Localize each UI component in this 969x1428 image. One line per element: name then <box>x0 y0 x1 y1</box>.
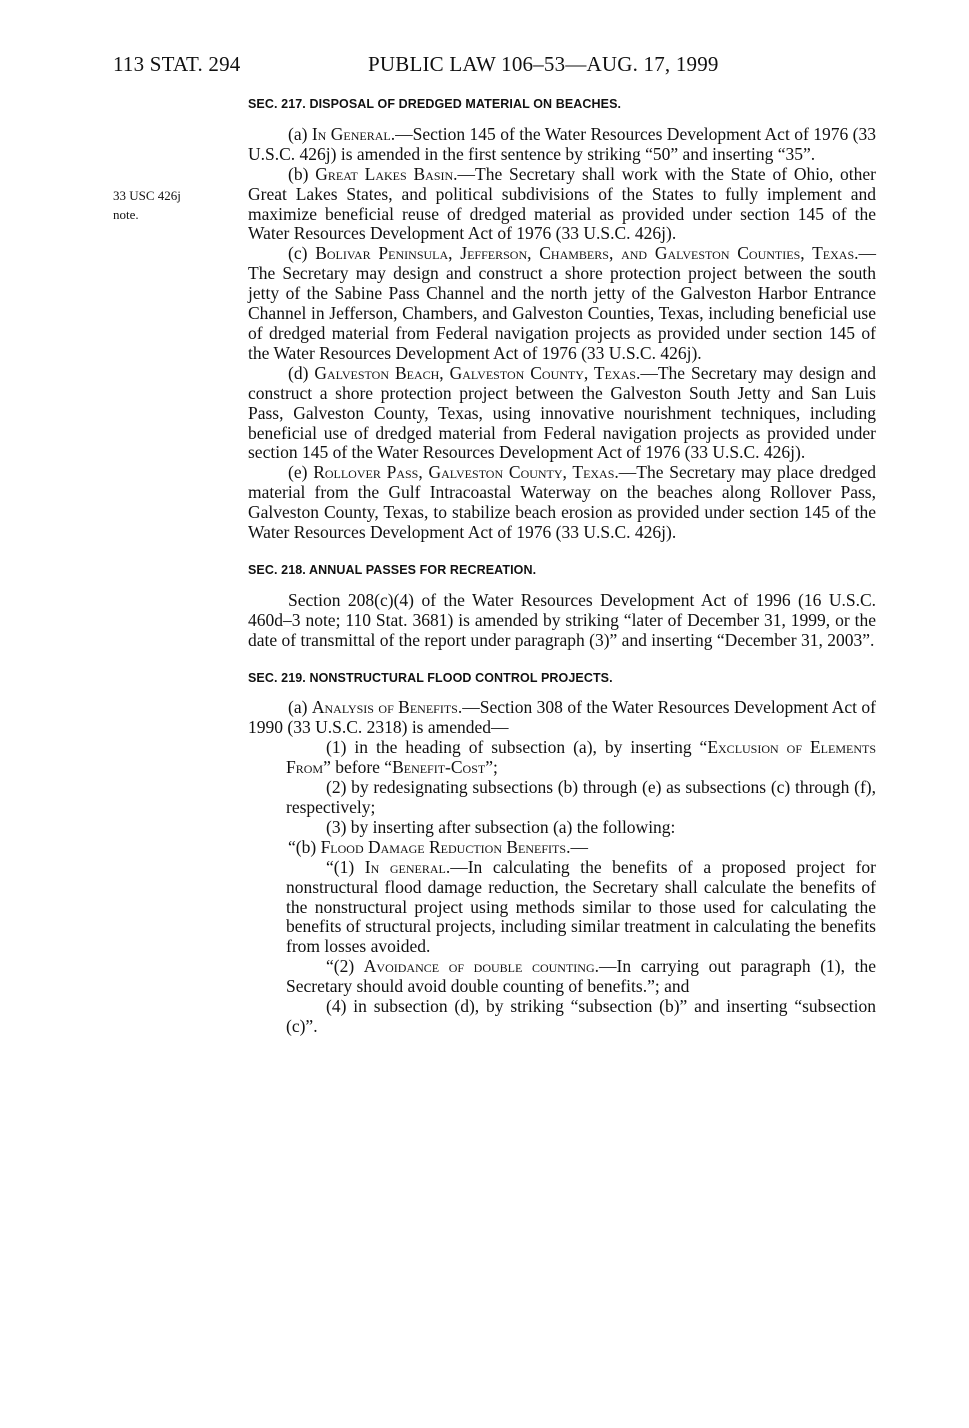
section-heading-219: SEC. 219. NONSTRUCTURAL FLOOD CONTROL PROJECTS. <box>248 670 613 685</box>
subsection-219-a: (a) Analysis of Benefits.—Section 308 of the Water Resources Development Act of 1990 (33 U.S.C. 2318) is amended— <box>248 697 876 738</box>
subsection-217-e: (e) Rollover Pass, Galveston County, Texas.—The Secretary may place dredged material from the Gulf Intracoastal Waterway on the beaches along Rollover Pass, Galveston County, Texas, to stabilize beach erosion as provided under section 145 of the Water Resources Development Act of 1976 (33 U.S.C. 426j). <box>248 462 876 543</box>
amendment-item-1: (1) in the heading of subsection (a), by inserting “Exclusion of Elements From” before “Benefit-Cost”; <box>286 737 876 778</box>
quoted-subsection-b: “(b) Flood Damage Reduction Benefits.— <box>288 836 588 857</box>
subsection-217-d: (d) Galveston Beach, Galveston County, Texas.—The Secretary may design and construct a shore protection project between the Galveston South Jetty and San Luis Pass, Galveston County, Texas, using innovative nourishment techniques, including beneficial use of dredged material from Federal navigation projects as provided under section 145 of the Water Resources Development Act of 1976 (33 U.S.C. 426j). <box>248 362 876 463</box>
statute-page-number: 113 STAT. 294 <box>113 52 241 76</box>
subsection-caption: Rollover Pass, Galveston County, Texas <box>313 462 615 483</box>
public-law-title: PUBLIC LAW 106–53—AUG. 17, 1999 <box>368 52 719 76</box>
margin-note-label: note. <box>113 207 139 222</box>
section-heading-217: SEC. 217. DISPOSAL OF DREDGED MATERIAL ON BEACHES. <box>248 97 622 111</box>
subsection-caption: Great Lakes Basin <box>315 163 454 184</box>
subsection-caption: Bolivar Peninsula, Jefferson, Chambers, and Galveston Counties, Texas <box>315 243 855 264</box>
amendment-item-3: (3) by inserting after subsection (a) the following: <box>326 816 676 837</box>
section-heading-218: SEC. 218. ANNUAL PASSES FOR RECREATION. <box>248 562 537 577</box>
margin-note <box>113 186 233 224</box>
law-text-body <box>248 95 876 1037</box>
running-header <box>0 52 969 82</box>
subsection-caption: Analysis of Benefits <box>311 697 458 718</box>
subsection-caption: Galveston Beach, Galveston County, Texas <box>314 362 636 383</box>
margin-note-citation: 33 USC 426j <box>113 188 181 203</box>
amendment-item-2: (2) by redesignating subsections (b) through (e) as subsections (c) through (f), respectively; <box>286 777 876 817</box>
subsection-caption: In General <box>311 123 391 144</box>
subsection-217-a: (a) In General.—Section 145 of the Water Resources Development Act of 1976 (33 U.S.C. 426j) is amended in the first sentence by striking “50” and inserting “35”. <box>248 123 876 164</box>
section-218-text: Section 208(c)(4) of the Water Resources Development Act of 1996 (16 U.S.C. 460d–3 note; 110 Stat. 3681) is amended by striking “later of December 31, 1999, or the date of transmittal of the report under paragraph (3)” and inserting “December 31, 2003”. <box>248 589 876 650</box>
subsection-217-c: (c) Bolivar Peninsula, Jefferson, Chambers, and Galveston Counties, Texas.—The Secretary may design and construct a shore protection project between the south jetty of the Sabine Pass Channel and the north jetty of the Galveston Harbor Entrance Channel in Jefferson, Chambers, and Galveston Counties, Texas, including beneficial use of dredged material from Federal navigation projects as provided under section 145 of the Water Resources Development Act of 1976 (33 U.S.C. 426j). <box>248 243 876 363</box>
subsection-217-b: (b) Great Lakes Basin.—The Secretary shall work with the State of Ohio, other Great Lakes States, and political subdivisions of the States to fully implement and maximize beneficial reuse of dredged material as provided under section 145 of the Water Resources Development Act of 1976 (33 U.S.C. 426j). <box>248 163 876 244</box>
quoted-paragraph-2: “(2) Avoidance of double counting.—In carrying out paragraph (1), the Secretary should avoid double counting of benefits.”; and <box>286 956 876 997</box>
quoted-paragraph-1: “(1) In general.—In calculating the benefits of a proposed project for nonstructural flood damage reduction, the Secretary shall calculate the benefits of the nonstructural project using methods similar to those used for calculating the benefits of structural projects, including similar treatment in calculating the benefits from losses avoided. <box>286 856 876 957</box>
amendment-item-4: (4) in subsection (d), by striking “subsection (b)” and inserting “subsection (c)”. <box>286 996 876 1036</box>
